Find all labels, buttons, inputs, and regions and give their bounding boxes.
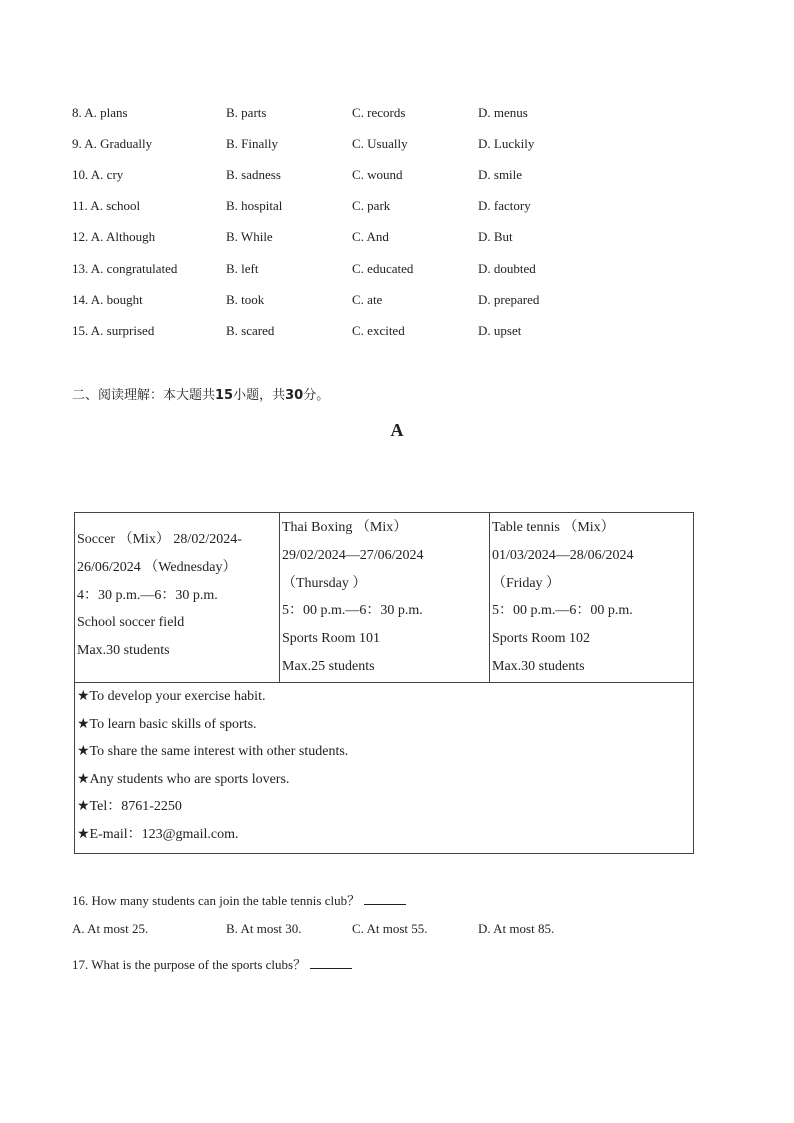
- club-line: Max.25 students: [282, 658, 375, 674]
- option-d: D. menus: [478, 105, 528, 120]
- question-16-text: 16. How many students can join the table tennis club？: [72, 893, 361, 908]
- option-b: B. While: [226, 229, 273, 244]
- question-16: [72, 890, 406, 909]
- option-d: D. Luckily: [478, 136, 535, 151]
- club-line: 5：00 p.m.—6：00 p.m.: [492, 603, 633, 619]
- option-a: 12. A. Although: [72, 229, 156, 244]
- purpose-line: ★To share the same interest with other students.: [77, 744, 349, 760]
- option-a: 10. A. cry: [72, 167, 124, 182]
- club-line: Max.30 students: [77, 643, 170, 659]
- section-score: 30: [285, 388, 304, 403]
- option-c: C. ate: [352, 292, 383, 307]
- club-line: 01/03/2024—28/06/2024: [492, 547, 634, 563]
- option-a: 9. A. Gradually: [72, 136, 153, 151]
- contact-email: ★E-mail：123@gmail.com.: [77, 826, 239, 842]
- option-a: A. At most 25.: [72, 921, 149, 936]
- option-b: B. left: [226, 261, 259, 276]
- purpose-line: ★To develop your exercise habit.: [77, 689, 266, 704]
- club-line: School soccer field: [77, 615, 185, 631]
- section-suffix: 分。: [303, 388, 330, 403]
- option-b: B. parts: [226, 105, 267, 120]
- option-c: C. Usually: [352, 136, 408, 151]
- passage-label: A: [390, 420, 404, 440]
- club-cell-thai-boxing: [280, 513, 490, 682]
- sports-club-table: [74, 512, 694, 854]
- club-row: [75, 513, 693, 683]
- option-c: C. park: [352, 198, 391, 213]
- section-prefix: 二、阅读理解：本大题共: [72, 388, 216, 403]
- option-d: D. At most 85.: [478, 921, 555, 936]
- club-line: Sports Room 102: [492, 631, 591, 647]
- option-b: B. took: [226, 292, 265, 307]
- contact-tel: ★Tel：8761-2250: [77, 799, 182, 815]
- question-17-text: 17. What is the purpose of the sports clubs？: [72, 957, 307, 972]
- option-a: 15. A. surprised: [72, 323, 155, 338]
- club-line: （Thursday ）: [282, 575, 367, 591]
- option-d: D. prepared: [478, 292, 540, 307]
- option-b: B. sadness: [226, 167, 281, 182]
- answer-blank: [364, 892, 406, 905]
- section-count: 15: [215, 388, 234, 403]
- club-line: Max.30 students: [492, 658, 585, 674]
- option-c: C. And: [352, 229, 389, 244]
- option-d: D. upset: [478, 323, 522, 338]
- option-c: C. educated: [352, 261, 414, 276]
- purpose-line: ★To learn basic skills of sports.: [77, 716, 257, 732]
- option-a: 13. A. congratulated: [72, 261, 178, 276]
- option-d: D. But: [478, 229, 513, 244]
- club-cell-table-tennis: [490, 513, 693, 682]
- option-d: D. factory: [478, 198, 531, 213]
- club-purposes-cell: [75, 683, 693, 853]
- option-c: C. records: [352, 105, 406, 120]
- option-c: C. At most 55.: [352, 921, 428, 936]
- option-b: B. hospital: [226, 198, 283, 213]
- option-d: D. doubted: [478, 261, 536, 276]
- option-b: B. Finally: [226, 136, 279, 151]
- option-c: C. wound: [352, 167, 403, 182]
- option-a: 14. A. bought: [72, 292, 143, 307]
- answer-blank: [310, 956, 352, 969]
- club-line: （Friday ）: [492, 575, 561, 591]
- club-line: Table tennis （Mix）: [492, 520, 615, 535]
- question-17: [72, 954, 352, 973]
- option-d: D. smile: [478, 167, 523, 182]
- purpose-line: ★Any students who are sports lovers.: [77, 771, 290, 787]
- club-line: 4：30 p.m.—6：30 p.m.: [77, 587, 218, 603]
- club-line: Sports Room 101: [282, 631, 381, 647]
- option-a: 8. A. plans: [72, 105, 128, 120]
- option-b: B. scared: [226, 323, 275, 338]
- club-line: 26/06/2024 （Wednesday）: [77, 559, 237, 575]
- club-cell-soccer: [75, 513, 280, 682]
- option-a: 11. A. school: [72, 198, 141, 213]
- option-c: C. excited: [352, 323, 405, 338]
- club-line: Soccer （Mix） 28/02/2024-: [77, 532, 242, 547]
- club-line: 5：00 p.m.—6：30 p.m.: [282, 603, 423, 619]
- section-middle: 小题，共: [233, 388, 286, 403]
- club-line: Thai Boxing （Mix）: [282, 520, 408, 535]
- club-line: 29/02/2024—27/06/2024: [282, 547, 424, 563]
- option-b: B. At most 30.: [226, 921, 302, 936]
- section-heading: [72, 384, 329, 403]
